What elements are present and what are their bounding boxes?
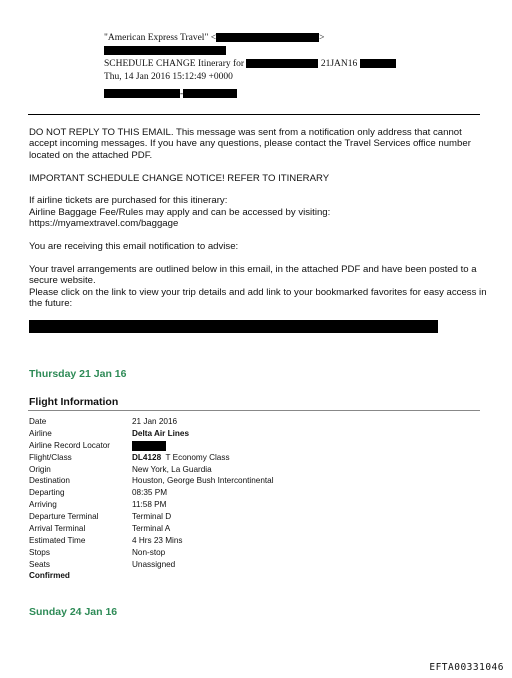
redacted-block bbox=[216, 33, 319, 42]
field-label: Departing bbox=[29, 488, 65, 498]
redacted-block bbox=[246, 59, 318, 68]
baggage-line-2: Airline Baggage Fee/Rules may apply and can be accessed by visiting: bbox=[29, 206, 331, 218]
field-value bbox=[132, 440, 166, 452]
field-value: Unassigned bbox=[132, 559, 176, 569]
field-value: Houston, George Bush Intercontinental bbox=[132, 476, 274, 486]
redacted-block bbox=[104, 89, 180, 98]
header-divider bbox=[28, 114, 480, 115]
redacted-link bbox=[29, 320, 438, 333]
field-value: 21 Jan 2016 bbox=[132, 417, 178, 426]
no-reply-notice: DO NOT REPLY TO THIS EMAIL. This message was sent from a notification only address that cannot accept incoming messages. If you have any questions, please contact the Travel Services office number located on the attached PDF. bbox=[29, 127, 471, 161]
field-label: Arriving bbox=[29, 500, 57, 510]
field-label: Origin bbox=[29, 464, 51, 474]
travel-arrangements bbox=[29, 264, 489, 310]
flight-divider bbox=[28, 410, 480, 411]
flight-number: DL4128 bbox=[132, 452, 162, 462]
field-value: 11:58 PM bbox=[132, 500, 167, 510]
subject-suffix: 21JAN16 bbox=[320, 59, 358, 69]
field-value: Terminal D bbox=[132, 512, 172, 522]
arrangements-line-1: Your travel arrangements are outlined below in this email, in the attached PDF and have been posted to a secure website. bbox=[29, 263, 477, 287]
field-label: Stops bbox=[29, 547, 50, 557]
field-label: Departure Terminal bbox=[29, 512, 99, 522]
field-label: Destination bbox=[29, 476, 70, 486]
field-value: 4 Hrs 23 Mins bbox=[132, 535, 183, 545]
schedule-change-notice: IMPORTANT SCHEDULE CHANGE NOTICE! REFER TO ITINERARY bbox=[29, 172, 330, 184]
field-value: Terminal A bbox=[132, 524, 171, 534]
fare-class: T Economy Class bbox=[165, 452, 230, 462]
field-label: Arrival Terminal bbox=[29, 524, 86, 534]
email-body bbox=[29, 127, 489, 321]
field-label: Date bbox=[29, 417, 47, 426]
field-label: Airline Record Locator bbox=[29, 440, 111, 450]
baggage-line-1: If airline tickets are purchased for this itinerary: bbox=[29, 195, 228, 207]
field-label: Airline bbox=[29, 428, 52, 438]
subject-text: SCHEDULE CHANGE Itinerary for bbox=[104, 59, 245, 69]
field-value: Non-stop bbox=[132, 547, 166, 557]
baggage-link[interactable]: https://myamextravel.com/baggage bbox=[29, 218, 179, 230]
redacted-block bbox=[360, 59, 396, 68]
field-label: Flight/Class bbox=[29, 452, 72, 462]
date-value: Thu, 14 Jan 2016 15:12:49 +0000 bbox=[104, 72, 233, 82]
field-value bbox=[132, 452, 230, 464]
flight-information-title: Flight Information bbox=[29, 396, 119, 408]
booking-status: Confirmed bbox=[29, 571, 70, 580]
notification-intro: You are receiving this email notification to advise: bbox=[29, 241, 239, 253]
field-label: Seats bbox=[29, 559, 50, 569]
attachments-value bbox=[104, 88, 237, 101]
field-label: Estimated Time bbox=[29, 535, 86, 545]
arrangements-line-2: Please click on the link to view your trip details and add link to your bookmarked favorites for easy access in the future: bbox=[29, 286, 487, 310]
attachments-sep: - bbox=[180, 89, 184, 99]
redacted-block bbox=[132, 441, 166, 451]
field-value: Delta Air Lines bbox=[132, 428, 190, 438]
day-heading-thursday: Thursday 21 Jan 16 bbox=[29, 368, 127, 380]
subject-value bbox=[104, 58, 396, 71]
redacted-block bbox=[183, 89, 237, 98]
baggage-notice bbox=[29, 195, 489, 229]
document-id: EFTA00331046 bbox=[429, 662, 504, 673]
to-value bbox=[104, 45, 226, 58]
field-value: New York, La Guardia bbox=[132, 464, 212, 474]
day-heading-sunday: Sunday 24 Jan 16 bbox=[29, 606, 118, 618]
from-value bbox=[104, 32, 324, 45]
from-close: > bbox=[319, 33, 325, 43]
redacted-block bbox=[104, 46, 226, 55]
from-sender: "American Express Travel" < bbox=[104, 33, 217, 43]
field-value: 08:35 PM bbox=[132, 488, 168, 498]
